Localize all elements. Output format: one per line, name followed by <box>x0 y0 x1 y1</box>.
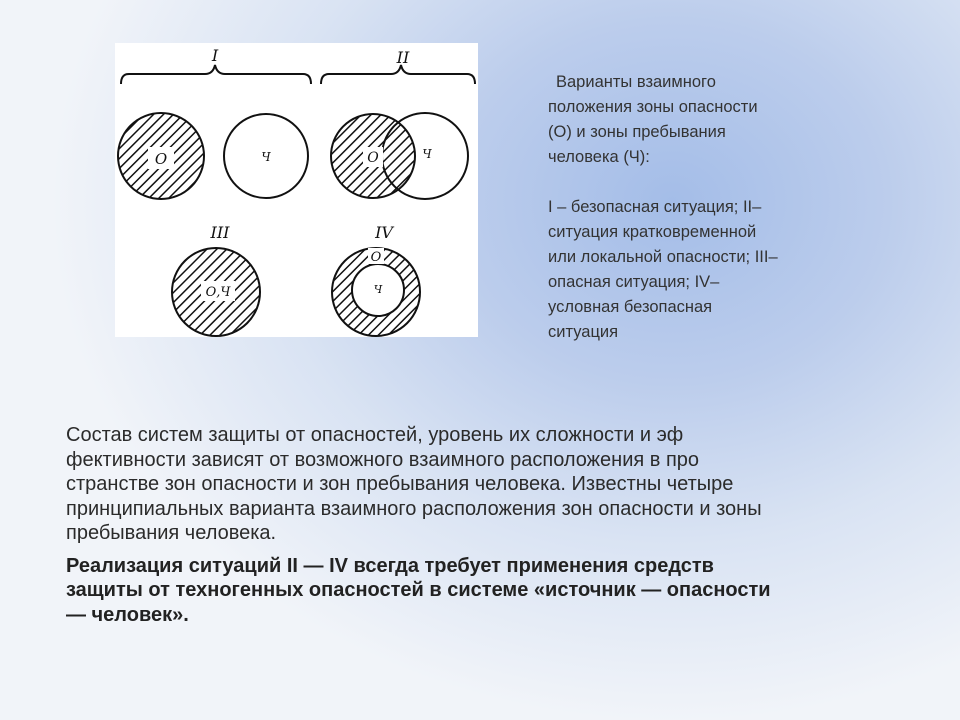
bold-line: — человек». <box>66 603 189 626</box>
caption-title-line: Варианты взаимного <box>556 73 716 91</box>
roman-label-3: III <box>210 223 230 242</box>
diagram-figure <box>115 43 478 337</box>
bold-line: защиты от техногенных опасностей в системе «источник — опасности <box>66 579 771 601</box>
caption-title-line: человека (Ч): <box>548 148 650 166</box>
caption-title-line: положения зоны опасности <box>548 98 758 116</box>
caption-legend-line: опасная ситуация; IV– <box>548 273 720 291</box>
main-text <box>66 423 886 627</box>
situation-2 <box>331 113 468 199</box>
figure-caption <box>548 70 868 345</box>
danger-zone-label: О <box>370 250 382 265</box>
paragraph-line: принципиальных варианта взаимного расположения зон опасности и зоны <box>66 497 762 520</box>
paragraph-line: странстве зон опасности и зон пребывания человека. Известны четыре <box>66 473 734 495</box>
caption-spacer <box>548 170 868 195</box>
situation-1 <box>118 113 308 199</box>
caption-legend-line: ситуация <box>548 323 619 341</box>
caption-legend-line: условная безопасная <box>548 298 713 316</box>
brace-group-2 <box>321 65 475 84</box>
brace-group-1 <box>121 65 311 84</box>
caption-legend-line: ситуация кратковременной <box>548 223 757 241</box>
situation-4 <box>332 248 420 336</box>
caption-legend-line: или локальной опасности; III– <box>548 248 778 266</box>
body-paragraph <box>66 423 886 546</box>
paragraph-line: Состав систем защиты от опасностей, уровень их сложности и эф <box>66 424 684 446</box>
human-zone-label: Ч <box>261 150 271 164</box>
human-zone-label: Ч <box>422 147 432 161</box>
human-zone-label: Ч <box>373 283 383 296</box>
roman-label-4: IV <box>375 223 393 242</box>
combined-zone-label: О,Ч <box>205 285 231 300</box>
caption-legend-line: I – безопасная ситуация; II– <box>548 198 762 216</box>
situation-3 <box>172 248 260 336</box>
danger-zone-label: О <box>367 150 379 166</box>
caption-title-line: (О) и зоны пребывания <box>548 123 726 141</box>
roman-label-1: I <box>211 46 219 65</box>
roman-label-2: II <box>396 48 410 67</box>
danger-zone-label: О <box>154 150 168 168</box>
paragraph-line: фективности зависят от возможного взаимного расположения в про <box>66 448 700 471</box>
bold-conclusion <box>66 554 886 628</box>
zones-diagram <box>115 43 478 337</box>
bold-line: Реализация ситуаций II — IV всегда требует применения средств <box>66 554 714 577</box>
paragraph-line: пребывания человека. <box>66 522 277 544</box>
